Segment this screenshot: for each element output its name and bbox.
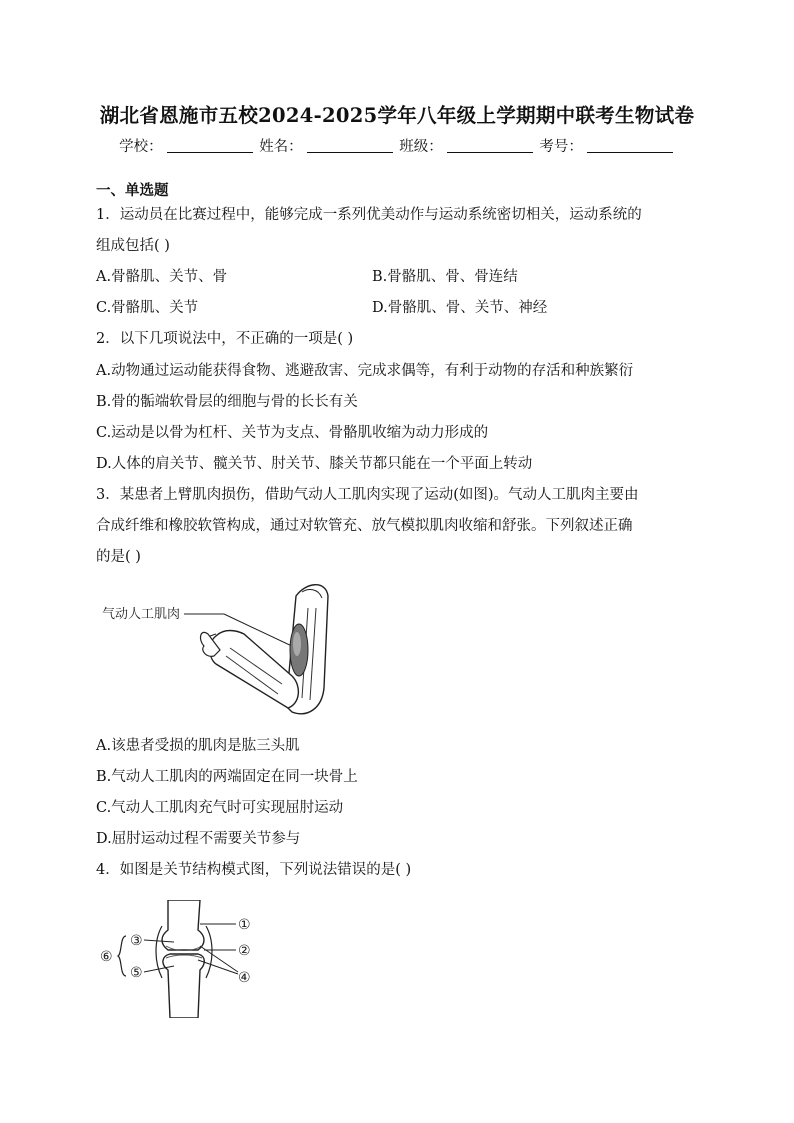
q1-option-c[interactable]: C.骨骼肌、关节 bbox=[96, 300, 199, 316]
q3-option-c[interactable]: C.气动人工肌肉充气时可实现屈肘运动 bbox=[96, 800, 344, 816]
school-blank[interactable] bbox=[167, 138, 253, 153]
joint-label-2: ② bbox=[238, 943, 251, 959]
q3-option-a[interactable]: A.该患者受损的肌肉是肱三头肌 bbox=[96, 738, 300, 754]
q1-stem-line2: 组成包括( ) bbox=[96, 238, 170, 254]
section-heading: 一、单选题 bbox=[96, 182, 169, 199]
q4-stem: 4．如图是关节结构模式图，下列说法错误的是( ) bbox=[96, 862, 412, 878]
q2-stem: 2．以下几项说法中，不正确的一项是( ) bbox=[96, 331, 354, 347]
q1-option-b[interactable]: B.骨骼肌、骨、骨连结 bbox=[372, 269, 518, 285]
arm-muscle-figure bbox=[96, 578, 356, 728]
exam-title: 湖北省恩施市五校2024-2025学年八年级上学期期中联考生物试卷 bbox=[99, 104, 695, 127]
name-blank[interactable] bbox=[307, 138, 393, 153]
q3-stem-line1: 3．某患者上臂肌肉损伤，借助气动人工肌肉实现了运动(如图)。气动人工肌肉主要由 bbox=[96, 487, 639, 503]
name-label: 姓名： bbox=[259, 139, 303, 155]
q2-option-d[interactable]: D.人体的肩关节、髋关节、肘关节、膝关节都只能在一个平面上转动 bbox=[96, 456, 533, 472]
q1-option-d[interactable]: D.骨骼肌、骨、关节、神经 bbox=[372, 300, 548, 316]
q1-option-a[interactable]: A.骨骼肌、关节、骨 bbox=[96, 269, 228, 285]
student-info-row bbox=[0, 135, 794, 156]
class-blank[interactable] bbox=[447, 138, 533, 153]
number-blank[interactable] bbox=[587, 138, 673, 153]
joint-structure-figure bbox=[96, 900, 276, 1018]
number-label: 考号： bbox=[539, 139, 583, 155]
joint-label-6: ⑥ bbox=[100, 949, 113, 965]
joint-label-5: ⑤ bbox=[130, 965, 143, 981]
figure-label-artificial-muscle: 气动人工肌肉 bbox=[102, 607, 181, 622]
q3-stem-line2: 合成纤维和橡胶软管构成，通过对软管充、放气模拟肌肉收缩和舒张。下列叙述正确 bbox=[96, 518, 633, 534]
joint-label-3: ③ bbox=[130, 933, 143, 949]
q3-stem-line3: 的是( ) bbox=[96, 549, 141, 565]
q2-option-a[interactable]: A.动物通过运动能获得食物、逃避敌害、完成求偶等，有利于动物的存活和种族繁衍 bbox=[96, 363, 634, 379]
school-label: 学校： bbox=[119, 139, 163, 155]
joint-label-1: ① bbox=[238, 917, 251, 933]
joint-label-4: ④ bbox=[238, 970, 251, 986]
q1-stem-line1: 1．运动员在比赛过程中，能够完成一系列优美动作与运动系统密切相关，运动系统的 bbox=[96, 207, 642, 223]
q2-option-c[interactable]: C.运动是以骨为杠杆、关节为支点、骨骼肌收缩为动力形成的 bbox=[96, 425, 489, 441]
q2-option-b[interactable]: B.骨的骺端软骨层的细胞与骨的长长有关 bbox=[96, 394, 358, 410]
q3-option-b[interactable]: B.气动人工肌肉的两端固定在同一块骨上 bbox=[96, 769, 358, 785]
q3-option-d[interactable]: D.屈肘运动过程不需要关节参与 bbox=[96, 831, 301, 847]
class-label: 班级： bbox=[399, 139, 443, 155]
